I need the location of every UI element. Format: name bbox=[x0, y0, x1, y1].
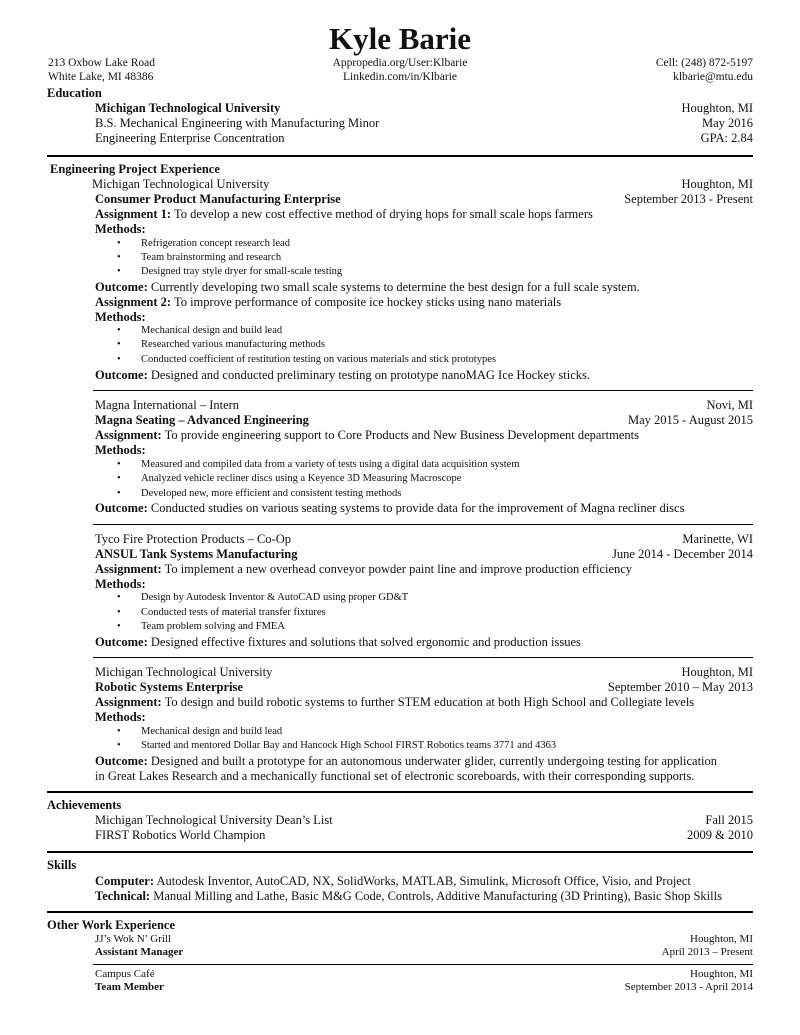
org-location: Houghton, MI bbox=[681, 665, 753, 679]
appropedia-link[interactable]: Appropedia.org/User:Klbarie bbox=[332, 57, 468, 69]
list-item: • Analyzed vehicle recliner discs using a Keyence 3D Measuring Macroscope bbox=[117, 473, 462, 484]
skills-text: Manual Milling and Lathe, Basic M&G Code, Controls, Additive Manufacturing (3D Printing), Basic Shop Skills bbox=[150, 889, 722, 903]
cpme-outcome-2 bbox=[95, 368, 753, 383]
phone: Cell: (248) 872-5197 bbox=[655, 57, 753, 69]
list-item-text: Team problem solving and FMEA bbox=[141, 621, 285, 632]
org-name: Magna International – Intern bbox=[95, 398, 240, 412]
list-item-text: Designed tray style dryer for small-scale testing bbox=[141, 266, 343, 277]
org-location: Novi, MI bbox=[706, 398, 753, 412]
achievements-heading: Achievements bbox=[47, 798, 122, 812]
list-item-text: Mechanical design and build lead bbox=[141, 325, 283, 336]
rse-outcome-continued: in Great Lakes Research and a mechanically functional set of electronic scoreboards, with their corresponding supports. bbox=[95, 769, 695, 783]
role-title: Consumer Product Manufacturing Enterprise bbox=[95, 192, 341, 206]
email-link[interactable]: klbarie@mtu.edu bbox=[673, 71, 753, 83]
assignment-text: To develop a new cost effective method of drying hops for small scale hops farmers bbox=[171, 207, 593, 221]
cpme-outcome-1 bbox=[95, 280, 753, 295]
tyco-assignment bbox=[95, 562, 753, 577]
entry-divider bbox=[93, 390, 753, 391]
methods-label: Methods: bbox=[95, 577, 146, 591]
concentration-name: Engineering Enterprise Concentration bbox=[95, 131, 285, 145]
job-org: JJ’s Wok N’ Grill bbox=[95, 933, 172, 945]
magna-org-line bbox=[95, 398, 753, 413]
role-dates: June 2014 - December 2014 bbox=[612, 547, 753, 561]
tyco-org-line bbox=[95, 532, 753, 547]
job-org-line bbox=[95, 968, 753, 981]
cpme-assignment-1 bbox=[95, 207, 753, 222]
role-title: Magna Seating – Advanced Engineering bbox=[95, 413, 309, 427]
entry-divider bbox=[93, 524, 753, 525]
list-item-text: Started and mentored Dollar Bay and Hancock High School FIRST Robotics teams 3771 and 4363 bbox=[141, 740, 557, 751]
entry-divider bbox=[93, 964, 753, 965]
outcome-text: Designed and built a prototype for an autonomous underwater glider, currently undergoing testing for application bbox=[147, 754, 718, 768]
job-dates: April 2013 – Present bbox=[661, 946, 753, 958]
assignment-label: Assignment: bbox=[95, 695, 162, 709]
rse-assignment bbox=[95, 695, 753, 710]
list-item-text: Researched various manufacturing methods bbox=[141, 339, 325, 350]
assignment-text: To design and build robotic systems to further STEM education at both High School and Collegiate levels bbox=[161, 695, 695, 709]
cpme-org-line bbox=[92, 177, 753, 192]
job-role-line bbox=[95, 946, 753, 959]
education-school bbox=[95, 101, 753, 116]
role-title: ANSUL Tank Systems Manufacturing bbox=[95, 547, 298, 561]
education-heading: Education bbox=[47, 86, 102, 100]
tyco-role-line bbox=[95, 547, 753, 562]
outcome-text: Currently developing two small scale systems to determine the best design for a full scale system. bbox=[147, 280, 640, 294]
assignment-text: To improve performance of composite ice hockey sticks using nano materials bbox=[171, 295, 562, 309]
job-role: Assistant Manager bbox=[95, 946, 184, 958]
cpme-role-line bbox=[95, 192, 753, 207]
list-item: • Developed new, more efficient and consistent testing methods bbox=[117, 488, 402, 499]
skills-label: Technical: bbox=[95, 889, 151, 903]
list-item-text: Conducted coefficient of restitution testing on various materials and stick prototypes bbox=[141, 354, 496, 365]
methods-label: Methods: bbox=[95, 710, 146, 724]
list-item-text: Mechanical design and build lead bbox=[141, 726, 283, 737]
job-org-line bbox=[95, 933, 753, 946]
rse-outcome bbox=[95, 754, 753, 769]
section-divider bbox=[47, 791, 753, 793]
achievement-date: Fall 2015 bbox=[705, 813, 753, 827]
list-item: • Conducted coefficient of restitution testing on various materials and stick prototypes bbox=[117, 354, 496, 365]
magna-role-line bbox=[95, 413, 753, 428]
magna-assignment bbox=[95, 428, 753, 443]
role-dates: September 2010 – May 2013 bbox=[607, 680, 753, 694]
methods-label: Methods: bbox=[95, 310, 146, 324]
list-item-text: Refrigeration concept research lead bbox=[141, 238, 290, 249]
web-links bbox=[250, 56, 550, 84]
list-item: • Team brainstorming and research bbox=[117, 252, 282, 263]
role-title: Robotic Systems Enterprise bbox=[95, 680, 243, 694]
outcome-label: Outcome: bbox=[95, 501, 148, 515]
assignment-text: To implement a new overhead conveyor powder paint line and improve production efficiency bbox=[161, 562, 633, 576]
resume-name: Kyle Barie bbox=[328, 21, 472, 56]
list-item: • Measured and compiled data from a variety of tests using a digital data acquisition system bbox=[117, 459, 520, 470]
job-dates: September 2013 - April 2014 bbox=[624, 981, 753, 993]
outcome-label: Outcome: bbox=[95, 368, 148, 382]
entry-divider bbox=[93, 657, 753, 658]
list-item: • Designed tray style dryer for small-scale testing bbox=[117, 266, 343, 277]
degree-date: May 2016 bbox=[701, 116, 753, 130]
list-item-text: Conducted tests of material transfer fixtures bbox=[141, 607, 326, 618]
org-name: Tyco Fire Protection Products – Co-Op bbox=[95, 532, 291, 546]
address-block bbox=[48, 56, 155, 84]
list-item-text: Developed new, more efficient and consistent testing methods bbox=[141, 488, 402, 499]
education-degree bbox=[95, 116, 753, 131]
org-location: Houghton, MI bbox=[681, 177, 753, 191]
methods-label: Methods: bbox=[95, 222, 146, 236]
outcome-text: Conducted studies on various seating systems to provide data for the improvement of Magna recliner discs bbox=[147, 501, 685, 515]
achievement-name: Michigan Technological University Dean’s List bbox=[95, 813, 333, 827]
outcome-label: Outcome: bbox=[95, 280, 148, 294]
org-location: Marinette, WI bbox=[682, 532, 753, 546]
school-name: Michigan Technological University bbox=[95, 101, 281, 115]
assignment-label: Assignment 2: bbox=[95, 295, 172, 309]
school-location: Houghton, MI bbox=[681, 101, 753, 115]
outcome-text: Designed and conducted preliminary testing on prototype nanoMAG Ice Hockey sticks. bbox=[147, 368, 591, 382]
list-item: • Mechanical design and build lead bbox=[117, 726, 283, 737]
job-location: Houghton, MI bbox=[690, 933, 753, 945]
section-divider bbox=[47, 851, 753, 853]
gpa: GPA: 2.84 bbox=[700, 131, 753, 145]
achievement-date: 2009 & 2010 bbox=[687, 828, 753, 842]
list-item: • Started and mentored Dollar Bay and Hancock High School FIRST Robotics teams 3771 and 4363 bbox=[117, 740, 557, 751]
skills-computer bbox=[95, 874, 753, 889]
cpme-assignment-2 bbox=[95, 295, 753, 310]
section-divider bbox=[47, 911, 753, 913]
list-item-text: Measured and compiled data from a variety of tests using a digital data acquisition system bbox=[141, 459, 520, 470]
education-concentration bbox=[95, 131, 753, 146]
skills-text: Autodesk Inventor, AutoCAD, NX, SolidWorks, MATLAB, Simulink, Microsoft Office, Visio, and Project bbox=[154, 874, 691, 888]
linkedin-link[interactable]: Linkedin.com/in/Klbarie bbox=[342, 71, 457, 83]
achievement-name: FIRST Robotics World Champion bbox=[95, 828, 266, 842]
list-item: • Conducted tests of material transfer fixtures bbox=[117, 607, 326, 618]
degree-name: B.S. Mechanical Engineering with Manufacturing Minor bbox=[95, 116, 380, 130]
job-role: Team Member bbox=[95, 981, 164, 993]
assignment-label: Assignment: bbox=[95, 428, 162, 442]
phone-email-block bbox=[656, 56, 753, 84]
other-work-heading: Other Work Experience bbox=[47, 918, 175, 932]
experience-heading: Engineering Project Experience bbox=[50, 162, 220, 176]
list-item: • Researched various manufacturing methods bbox=[117, 339, 325, 350]
assignment-text: To provide engineering support to Core Products and New Business Development departments bbox=[161, 428, 639, 442]
job-location: Houghton, MI bbox=[690, 968, 753, 980]
address-line-2: White Lake, MI 48386 bbox=[48, 71, 154, 83]
achievement-item bbox=[95, 813, 753, 828]
assignment-label: Assignment: bbox=[95, 562, 162, 576]
section-divider bbox=[47, 155, 753, 157]
rse-org-line bbox=[95, 665, 753, 680]
job-org: Campus Café bbox=[95, 968, 155, 980]
outcome-text: Designed effective fixtures and solutions that solved ergonomic and production issues bbox=[147, 635, 581, 649]
rse-role-line bbox=[95, 680, 753, 695]
achievement-item bbox=[95, 828, 753, 843]
outcome-label: Outcome: bbox=[95, 635, 148, 649]
outcome-label: Outcome: bbox=[95, 754, 148, 768]
list-item-text: Analyzed vehicle recliner discs using a Keyence 3D Measuring Macroscope bbox=[141, 473, 462, 484]
list-item: • Team problem solving and FMEA bbox=[117, 621, 285, 632]
skills-label: Computer: bbox=[95, 874, 155, 888]
list-item-text: Design by Autodesk Inventor & AutoCAD using proper GD&T bbox=[141, 592, 409, 603]
skills-technical bbox=[95, 889, 753, 904]
job-role-line bbox=[95, 981, 753, 994]
org-name: Michigan Technological University bbox=[95, 665, 273, 679]
skills-heading: Skills bbox=[47, 858, 77, 872]
role-dates: May 2015 - August 2015 bbox=[628, 413, 753, 427]
role-dates: September 2013 - Present bbox=[624, 192, 753, 206]
list-item: • Design by Autodesk Inventor & AutoCAD using proper GD&T bbox=[117, 592, 409, 603]
methods-label: Methods: bbox=[95, 443, 146, 457]
list-item: • Refrigeration concept research lead bbox=[117, 238, 290, 249]
assignment-label: Assignment 1: bbox=[95, 207, 172, 221]
list-item-text: Team brainstorming and research bbox=[141, 252, 282, 263]
org-name: Michigan Technological University bbox=[92, 177, 270, 191]
list-item: • Mechanical design and build lead bbox=[117, 325, 283, 336]
tyco-outcome bbox=[95, 635, 753, 650]
address-line-1: 213 Oxbow Lake Road bbox=[48, 57, 155, 69]
magna-outcome bbox=[95, 501, 753, 516]
